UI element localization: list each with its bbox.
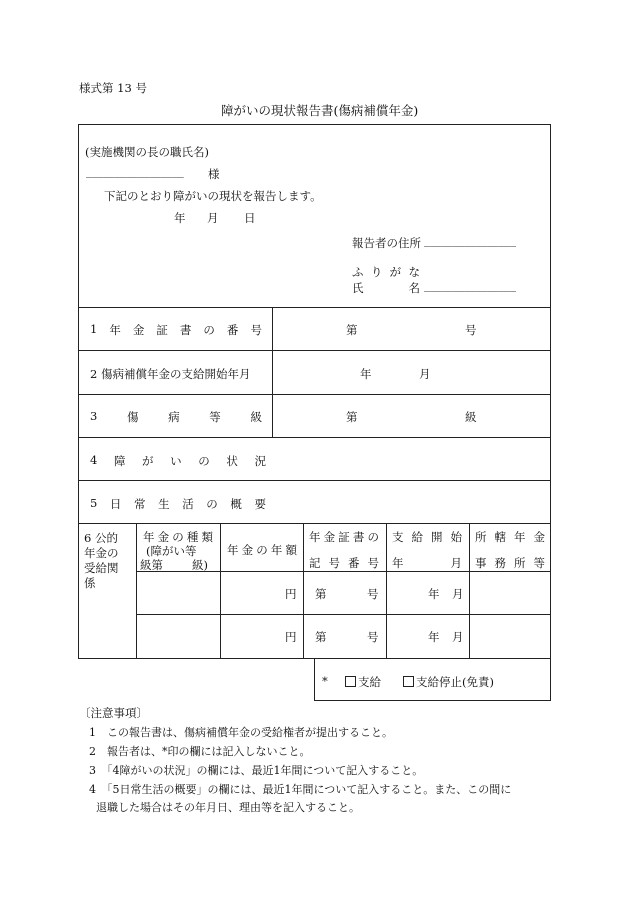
section6-label: 6 公的 年金の 受給関 係 [84, 531, 119, 590]
payment-option-suspended[interactable]: 支給停止(免責) [403, 674, 494, 690]
notes-title: 〔注意事項〕 [79, 706, 148, 720]
header-pension-amount: 年 金 の 年 額 [227, 543, 297, 557]
start-year-1: 年 [428, 587, 440, 601]
header-pension-kind-grade-2: 級第 級) [140, 558, 208, 572]
start-year-2: 年 [428, 630, 440, 644]
row2-value-year: 年 [360, 367, 372, 381]
row3-value-kyu: 級 [465, 410, 477, 424]
checkbox-icon[interactable] [403, 676, 414, 687]
form-frame [78, 124, 551, 659]
note-item: 4 「5日常生活の概要」の欄には、最近1年間について記入すること。また、この間に [89, 783, 512, 796]
reporter-name-input-line[interactable]: ________________ [424, 278, 516, 292]
payment-option-paid[interactable]: 支給 [345, 674, 381, 690]
form-number: 様式第 13 号 [79, 81, 147, 95]
addressee-label: (実施機関の長の職氏名) [85, 145, 209, 159]
header-certificate-number: 記 号 番 号 [309, 556, 379, 570]
cert-go-1: 号 [367, 587, 379, 601]
page-title: 障がいの現状報告書(傷病補償年金) [221, 103, 419, 118]
header-certificate: 年 金 証 書 の [309, 530, 379, 544]
note-item: 1 この報告書は、傷病補償年金の受給権者が提出すること。 [89, 726, 393, 739]
sama-label: 様 [208, 167, 220, 181]
reporter-address-input-line[interactable]: ________________ [424, 233, 516, 247]
cert-dai-2: 第 [315, 630, 327, 644]
row3-value-dai: 第 [346, 410, 358, 424]
statement-text: 下記のとおり障がいの現状を報告します。 [104, 189, 322, 203]
header-pension-kind: 年 金 の 種 類 [143, 530, 213, 544]
date-year-label: 年 [174, 211, 186, 225]
row1-value-dai: 第 [346, 323, 358, 337]
row3-label: 3 傷 病 等 級 [90, 409, 262, 424]
row1-label: 1 年 金 証 書 の 番 号 [90, 322, 262, 337]
row2-label: 2 傷病補償年金の支給開始年月 [90, 367, 251, 381]
pension-amount-yen-1: 円 [285, 587, 297, 601]
start-month-1: 月 [452, 587, 464, 601]
furigana-label: ふ り が な [352, 265, 420, 279]
reporter-address-label: 報告者の住所 [352, 236, 421, 250]
header-payment-start-ym: 年 月 [392, 556, 462, 570]
header-pension-office: 所 轄 年 金 [475, 530, 545, 544]
note-item-continuation: 退職した場合はその年月日、理由等を記入すること。 [96, 801, 360, 814]
row4-label: 4 障 が い の 状 況 [90, 453, 266, 468]
pension-amount-yen-2: 円 [285, 630, 297, 644]
date-month-label: 月 [207, 211, 219, 225]
checkbox-icon[interactable] [345, 676, 356, 687]
cert-go-2: 号 [367, 630, 379, 644]
start-month-2: 月 [452, 630, 464, 644]
header-pension-kind-grade: (障がい等 [146, 544, 197, 558]
reporter-name-label: 氏 名 [352, 281, 420, 295]
asterisk-mark: * [322, 674, 328, 688]
note-item: 3 「4障がいの状況」の欄には、最近1年間について記入すること。 [89, 764, 424, 777]
header-pension-office-2: 事 務 所 等 [475, 556, 545, 570]
row5-label: 5 日 常 生 活 の 概 要 [90, 496, 266, 511]
row2-value-month: 月 [419, 367, 431, 381]
note-item: 2 報告者は、*印の欄には記入しないこと。 [89, 745, 311, 758]
row1-value-go: 号 [465, 323, 477, 337]
header-payment-start: 支 給 開 始 [392, 530, 462, 544]
addressee-input-line[interactable]: _________________ [86, 164, 184, 178]
date-day-label: 日 [244, 211, 256, 225]
cert-dai-1: 第 [315, 587, 327, 601]
